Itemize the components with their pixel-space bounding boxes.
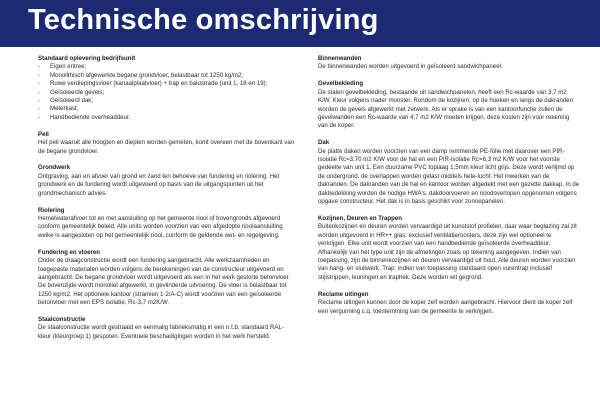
section-title: Gevelbekleding bbox=[318, 80, 364, 88]
list-item: - Geïsoleerde gevels; bbox=[38, 89, 296, 97]
section-title: Binnenwanden bbox=[318, 55, 362, 62]
section-title: Reclame uitingen bbox=[318, 290, 369, 298]
section-title: Fundering en vloeren bbox=[38, 248, 100, 256]
section-title: Riolering bbox=[38, 206, 65, 214]
section-staalconstructie bbox=[38, 316, 296, 341]
section-riolering bbox=[38, 207, 296, 241]
section-standaard-oplevering bbox=[38, 55, 296, 122]
section-text: Reclame uitingen kunnen door de koper zelf worden aangebracht. Hiervoor dient de koper zelf een vergunning c.q. toestemming van de gemeente te verkrijgen. bbox=[318, 299, 573, 315]
section-text: Ontgraving, aan en afvoer van grond en zand ten behoeve van fundering en riolering. Het grondwerk en de fundering wordt uitgevoerd op basis van de uitgangspunten uit het grondmechanisch advies. bbox=[38, 172, 280, 197]
section-title: Standaard oplevering bedrijfsunit bbox=[38, 55, 136, 62]
left-column bbox=[38, 55, 296, 350]
section-grondwerk bbox=[38, 164, 296, 198]
list-item: - Eigen entree; bbox=[38, 63, 296, 71]
list-item: - Geïsoleerd dak; bbox=[38, 97, 296, 105]
section-peil bbox=[38, 131, 296, 156]
section-text: De platte daken worden voorzien van een damp remmende PE-folie met daarover een PIR-isolatie Rc=3,70 m2 K/W voor de hal en een PIR-isolatie Rc=6,3 m2 K/W voor het voorste gedeelte van unit 1. Een duurzame PVC toplaag 1,5mm kleur licht grijs. Deze wordt verlijmd op de ondergrond, de overlappen worden gelast middels hete-lucht. Het inwerken van de dakranden. De dakranden van de hal en kantoor worden afgedekt met een gezette dakkap. In de dakbedekking worden de nodige HWA's, dakdoorvoeren en noodoverlopen opgenomen volgens opgave constructeur. Het dak is in basis geschikt voor zonnepanelen. bbox=[318, 147, 580, 206]
page-title: Technische omschrijving bbox=[28, 4, 379, 36]
list-item: - Handbediende overheaddeur. bbox=[38, 114, 296, 122]
section-title: Staalconstructie bbox=[38, 316, 86, 324]
section-binnenwanden bbox=[318, 55, 580, 72]
section-title: Grondwerk bbox=[38, 164, 71, 172]
section-text: Hemelwaterafvoer tot en met aansluiting op het gemeente riool of bovengronds afgevoerd conform gemeentelijk beleid. Alle units worden voorzien van een afgedopte rioolaansluiting welke is aangesloten op het gemeentelijk riool, conform de geldende wet- en regelgeving. bbox=[38, 215, 283, 239]
bullet-list bbox=[38, 63, 296, 122]
page-header bbox=[0, 0, 600, 47]
section-kozijnen bbox=[318, 215, 580, 282]
section-text: De stalen gevelbekleding, bestaande uit sandwichpanelen, heeft een Rc-waarde van 3,7 m2 K/W. Kleur volgens nader monster. Rondom de kozijnen, op de hoeken en langs de dakranden worden de gevels afgewerkt met zetwerk. Als er sprake is van een kantoorfunctie zullen de gevelwanden een Rc-waarde van 4,7 m2 K/W moeten krijgen, deze kosten zijn voor rekening van de koper. bbox=[318, 88, 574, 130]
section-gevelbekleding bbox=[318, 80, 580, 130]
right-column bbox=[318, 55, 580, 324]
section-text: Buitenkozijnen en deuren worden vervaardigd uit kunststof profielen, daar waar beglazing zal zit worden uitgevoerd in HR++ glas, exclusief ventilatieroosters, deze zijn wel optioneel te verkrijgen. Elke unit wordt voorzien van een handbediende geïsoleerde overheaddeur. Afhankelijk van het type unit zijn de afmetingen zoals op tekening aangegeven. Indien van toepassing, zijn de binnenkozijnen en deuren vervaardigd uit hout. Alle deuren worden voorzien van hang- en sluitwerk. Trap: indien van toepassing standaard open vurentrap inclusief stijlstrippen, leuningen en traphek. Deze worden wit gegrond. bbox=[318, 223, 577, 281]
section-text: De binnenwanden worden uitgevoerd in geïsoleerd sandwichpaneel. bbox=[318, 63, 503, 71]
list-item: - Meterkast; bbox=[38, 105, 296, 113]
section-title: Peil bbox=[38, 130, 49, 138]
section-title: Dak bbox=[318, 139, 330, 147]
section-dak bbox=[318, 139, 580, 206]
section-title: Kozijnen, Deuren en Trappen bbox=[318, 215, 402, 222]
section-reclame bbox=[318, 291, 580, 316]
list-item: - Monolithisch afgewerkte begane grondvloer, belastbaar tot 1250 kg/m2; bbox=[38, 72, 296, 80]
section-text: De staalconstructie wordt gestraald en eenmalig fabrieksmatig in een n.t.b. standaard RAL-kleur (kleurgroep 1) gespoten. Eventuele beschadigingen worden in het werk hersteld. bbox=[38, 324, 284, 340]
list-item: - Ruwe verdiepingsvloer (kanaalplaatvloer) + trap en balustrade (unit 1, 18 en 19); bbox=[38, 80, 296, 88]
section-text: Onder de draagconstructie wordt een fundering aangebracht. Alle werkzaamheden en toegepaste materialen worden volgens de berekeningen van de constructeur uitgevoerd en aangebracht. De begane grondvloer wordt uitgevoerd als een in het werk gestorte betonvloer. De bovenzijde wordt monoliet afgewerkt, in gevlinderde uitvoering. De vloer is belastbaar tot 1250 kg/m2. Het optionele kantoor (stramien 1-2/A-C) wordt voorzien van een geïsoleerde betonvloer met een EPS isolatie, Rc-3,7 m2K/W. bbox=[38, 257, 291, 307]
section-fundering bbox=[38, 249, 296, 308]
section-text: Het peil waaruit alle hoogten en diepten worden gemeten, komt overeen met de bovenkant van de begane grondvloer. bbox=[38, 139, 295, 155]
